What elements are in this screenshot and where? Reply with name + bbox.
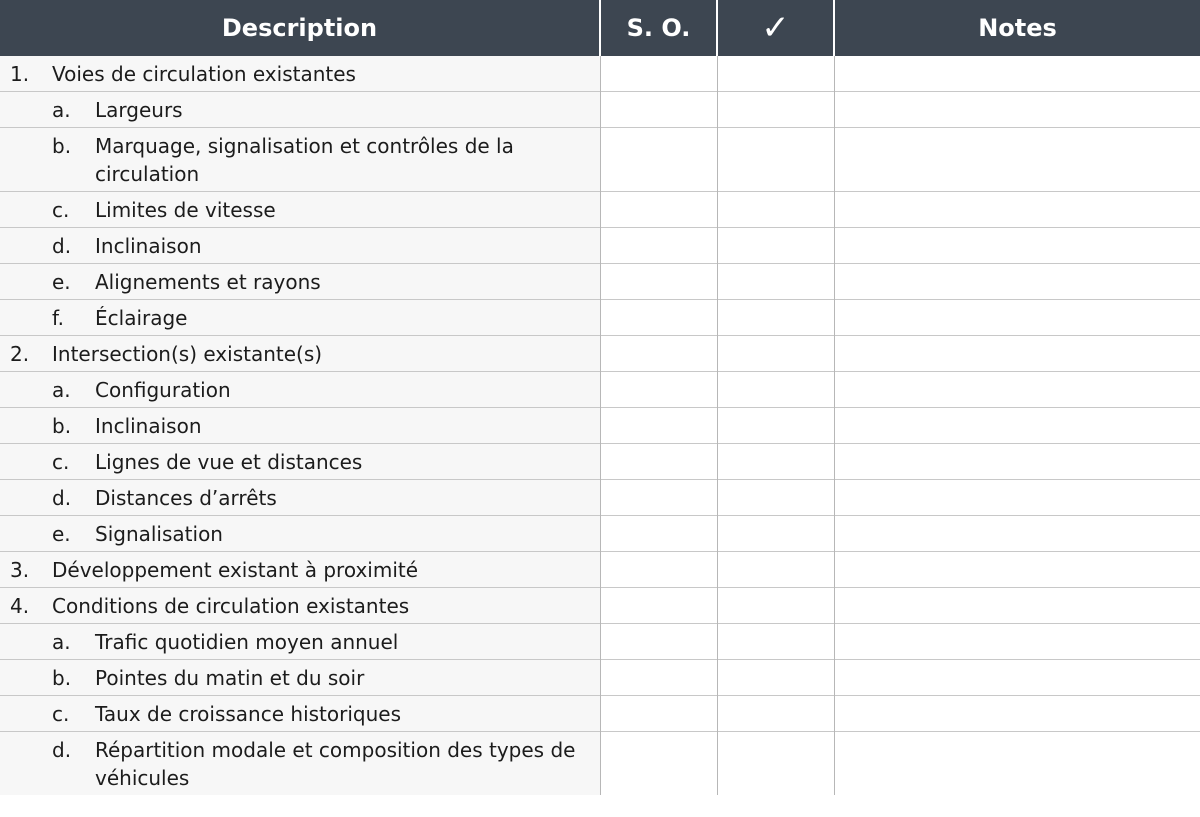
check-cell[interactable] [717, 228, 834, 264]
description-cell [0, 444, 600, 480]
so-cell[interactable] [600, 444, 717, 480]
table-row [0, 588, 1200, 624]
so-cell[interactable] [600, 128, 717, 192]
item-number: b. [52, 413, 72, 438]
sub-item [0, 484, 600, 512]
table-row [0, 408, 1200, 444]
check-cell[interactable] [717, 372, 834, 408]
item-text: Signalisation [95, 521, 223, 546]
table-row [0, 732, 1200, 796]
item-number: e. [52, 269, 71, 294]
table-row [0, 56, 1200, 92]
so-cell[interactable] [600, 228, 717, 264]
so-cell[interactable] [600, 336, 717, 372]
sub-item [0, 268, 600, 296]
item-text: Intersection(s) existante(s) [52, 341, 323, 366]
table-row [0, 372, 1200, 408]
check-cell[interactable] [717, 480, 834, 516]
notes-cell[interactable] [834, 128, 1200, 192]
so-cell[interactable] [600, 300, 717, 336]
notes-cell[interactable] [834, 192, 1200, 228]
item-number: d. [52, 233, 72, 258]
description-cell [0, 624, 600, 660]
item-number: b. [52, 133, 72, 158]
notes-cell[interactable] [834, 696, 1200, 732]
sub-item [0, 376, 600, 404]
notes-cell[interactable] [834, 228, 1200, 264]
sub-item [0, 412, 600, 440]
item-text: Voies de circulation existantes [52, 61, 356, 86]
check-cell[interactable] [717, 660, 834, 696]
item-text: Trafic quotidien moyen annuel [95, 629, 399, 654]
table-row [0, 128, 1200, 192]
sub-item [0, 700, 600, 728]
check-cell[interactable] [717, 516, 834, 552]
item-number: b. [52, 665, 72, 690]
check-cell[interactable] [717, 444, 834, 480]
table-row [0, 444, 1200, 480]
check-cell[interactable] [717, 624, 834, 660]
table-row [0, 192, 1200, 228]
notes-cell[interactable] [834, 336, 1200, 372]
item-number: c. [52, 197, 70, 222]
check-cell[interactable] [717, 128, 834, 192]
so-cell[interactable] [600, 588, 717, 624]
item-text: Distances d’arrêts [95, 485, 277, 510]
item-number: 2. [10, 341, 30, 366]
table-row [0, 228, 1200, 264]
so-cell[interactable] [600, 696, 717, 732]
so-cell[interactable] [600, 192, 717, 228]
description-cell [0, 300, 600, 336]
sub-item [0, 132, 600, 188]
sub-item [0, 628, 600, 656]
description-cell [0, 192, 600, 228]
item-number: a. [52, 377, 71, 402]
so-cell[interactable] [600, 408, 717, 444]
sub-item [0, 232, 600, 260]
table-row [0, 696, 1200, 732]
check-cell[interactable] [717, 408, 834, 444]
description-cell [0, 336, 600, 372]
description-cell [0, 552, 600, 588]
item-text: Marquage, signalisation et contrôles de la circulation [95, 133, 514, 186]
table-row [0, 624, 1200, 660]
table-body [0, 56, 1200, 795]
item-number: d. [52, 485, 72, 510]
check-cell[interactable] [717, 732, 834, 796]
table-row [0, 92, 1200, 128]
sub-item [0, 664, 600, 692]
description-cell [0, 516, 600, 552]
so-cell[interactable] [600, 516, 717, 552]
item-number: 4. [10, 593, 30, 618]
description-cell [0, 732, 600, 796]
header-so: S. O. [600, 0, 717, 56]
notes-cell[interactable] [834, 264, 1200, 300]
notes-cell[interactable] [834, 444, 1200, 480]
so-cell[interactable] [600, 264, 717, 300]
item-text: Limites de vitesse [95, 197, 276, 222]
so-cell[interactable] [600, 624, 717, 660]
so-cell[interactable] [600, 56, 717, 92]
check-cell[interactable] [717, 696, 834, 732]
notes-cell[interactable] [834, 624, 1200, 660]
sub-item [0, 448, 600, 476]
item-text: Inclinaison [95, 413, 202, 438]
item-number: c. [52, 701, 70, 726]
item-number: e. [52, 521, 71, 546]
table-header [0, 0, 1200, 56]
table-row [0, 552, 1200, 588]
description-cell [0, 56, 600, 92]
so-cell[interactable] [600, 480, 717, 516]
header-description: Description [0, 0, 600, 56]
header-notes: Notes [834, 0, 1200, 56]
description-cell [0, 480, 600, 516]
header-checkmark-icon: ✓ [717, 0, 834, 56]
sub-item [0, 96, 600, 124]
item-text: Alignements et rayons [95, 269, 321, 294]
description-cell [0, 372, 600, 408]
notes-cell[interactable] [834, 56, 1200, 92]
notes-cell[interactable] [834, 732, 1200, 796]
description-cell [0, 264, 600, 300]
notes-cell[interactable] [834, 516, 1200, 552]
item-text: Pointes du matin et du soir [95, 665, 365, 690]
item-number: a. [52, 629, 71, 654]
sub-item [0, 736, 600, 792]
item-text: Répartition modale et composition des types de véhicules [95, 737, 576, 790]
check-cell[interactable] [717, 92, 834, 128]
so-cell[interactable] [600, 660, 717, 696]
check-cell[interactable] [717, 588, 834, 624]
table-row [0, 264, 1200, 300]
table-row [0, 480, 1200, 516]
notes-cell[interactable] [834, 92, 1200, 128]
item-text: Configuration [95, 377, 231, 402]
item-text: Inclinaison [95, 233, 202, 258]
item-number: a. [52, 97, 71, 122]
check-cell[interactable] [717, 300, 834, 336]
check-cell[interactable] [717, 336, 834, 372]
so-cell[interactable] [600, 552, 717, 588]
section-item [0, 60, 600, 88]
item-number: d. [52, 737, 72, 762]
sub-item [0, 304, 600, 332]
so-cell[interactable] [600, 372, 717, 408]
check-cell[interactable] [717, 552, 834, 588]
item-number: 1. [10, 61, 30, 86]
table-row [0, 336, 1200, 372]
item-number: f. [52, 305, 64, 330]
item-text: Largeurs [95, 97, 183, 122]
item-text: Taux de croissance historiques [95, 701, 401, 726]
so-cell[interactable] [600, 732, 717, 796]
table-row [0, 516, 1200, 552]
notes-cell[interactable] [834, 300, 1200, 336]
section-item [0, 556, 600, 584]
notes-cell[interactable] [834, 660, 1200, 696]
notes-cell[interactable] [834, 480, 1200, 516]
sub-item [0, 196, 600, 224]
description-cell [0, 660, 600, 696]
sub-item [0, 520, 600, 548]
check-cell[interactable] [717, 56, 834, 92]
item-number: 3. [10, 557, 30, 582]
item-text: Éclairage [95, 305, 188, 330]
table-row [0, 300, 1200, 336]
notes-cell[interactable] [834, 588, 1200, 624]
item-text: Développement existant à proximité [52, 557, 419, 582]
table-row [0, 660, 1200, 696]
description-cell [0, 588, 600, 624]
item-number: c. [52, 449, 70, 474]
description-cell [0, 696, 600, 732]
description-cell [0, 228, 600, 264]
item-text: Conditions de circulation existantes [52, 593, 410, 618]
check-cell[interactable] [717, 192, 834, 228]
section-item [0, 592, 600, 620]
description-cell [0, 408, 600, 444]
notes-cell[interactable] [834, 552, 1200, 588]
notes-cell[interactable] [834, 372, 1200, 408]
section-item [0, 340, 600, 368]
notes-cell[interactable] [834, 408, 1200, 444]
description-cell [0, 128, 600, 192]
description-cell [0, 92, 600, 128]
item-text: Lignes de vue et distances [95, 449, 363, 474]
so-cell[interactable] [600, 92, 717, 128]
check-cell[interactable] [717, 264, 834, 300]
